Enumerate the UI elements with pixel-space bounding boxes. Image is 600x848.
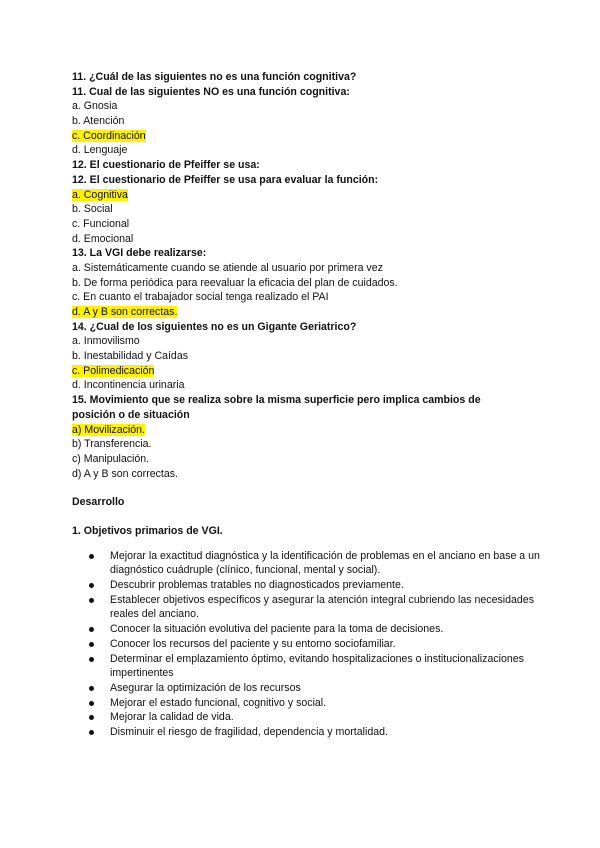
answer-option: b) Transferencia. bbox=[72, 438, 152, 451]
question-heading: 15. Movimiento que se realiza sobre la misma superficie pero implica cambios de bbox=[72, 394, 481, 407]
question-block bbox=[72, 246, 532, 319]
highlighted-answer: c. Coordinación bbox=[72, 129, 146, 142]
answer-option: d. Incontinencia urinaria bbox=[72, 379, 185, 392]
question-heading: 12. El cuestionario de Pfeiffer se usa: bbox=[72, 159, 260, 172]
section-title: Desarrollo bbox=[72, 496, 125, 509]
list-item: Mejorar la exactitud diagnóstica y la identificación de problemas en el anciano en base a un diagnóstico cuádruple (clínico, funcional, mental y social). bbox=[72, 549, 550, 578]
list-item: Conocer la situación evolutiva del paciente para la toma de decisiones. bbox=[72, 622, 550, 637]
answer-option: d. Lenguaje bbox=[72, 144, 128, 157]
list-item: Determinar el emplazamiento óptimo, evitando hospitalizaciones o institucionalizaciones impertinentes bbox=[72, 652, 550, 681]
answer-option-correct bbox=[72, 423, 532, 438]
question-heading: 14. ¿Cual de los siguientes no es un Gigante Geriatrico? bbox=[72, 320, 357, 333]
list-item: Conocer los recursos del paciente y su entorno sociofamiliar. bbox=[72, 637, 550, 652]
question-heading: 13. La VGI debe realizarse: bbox=[72, 247, 207, 260]
answer-option-correct bbox=[72, 364, 532, 379]
question-heading: 11. ¿Cuál de las siguientes no es una función cognitiva? bbox=[72, 71, 357, 83]
list-item: Establecer objetivos específicos y asegurar la atención integral cubriendo las necesidades reales del anciano. bbox=[72, 593, 550, 622]
list-item: Asegurar la optimización de los recursos bbox=[72, 681, 550, 696]
question-heading: 11. Cual de las siguientes NO es una función cognitiva: bbox=[72, 85, 350, 98]
answer-option-correct bbox=[72, 129, 532, 144]
document-content bbox=[72, 70, 540, 740]
objectives-list bbox=[72, 549, 540, 740]
answer-option: d. Emocional bbox=[72, 232, 134, 245]
highlighted-answer: a) Movilización. bbox=[72, 423, 146, 436]
question-heading: posición o de situación bbox=[72, 408, 190, 421]
highlighted-answer: d. A y B son correctas. bbox=[72, 306, 178, 318]
answer-option-correct bbox=[72, 188, 532, 203]
list-item: Mejorar la calidad de vida. bbox=[72, 710, 550, 725]
answer-option: b. Inestabilidad y Caídas bbox=[72, 350, 189, 363]
list-item: Disminuir el riesgo de fragilidad, dependencia y mortalidad. bbox=[72, 725, 550, 740]
answer-option: b. Social bbox=[72, 203, 113, 216]
question-heading: 12. El cuestionario de Pfeiffer se usa para evaluar la función: bbox=[72, 173, 379, 186]
answer-option: d) A y B son correctas. bbox=[72, 467, 178, 480]
question-block bbox=[72, 158, 532, 246]
answer-option: a. Gnosia bbox=[72, 100, 118, 113]
answer-option: a. Sistemáticamente cuando se atiende al usuario por primera vez bbox=[72, 261, 383, 274]
subsection-title: 1. Objetivos primarios de VGI. bbox=[72, 524, 223, 537]
answer-option: c. Funcional bbox=[72, 217, 130, 230]
list-item: Descubrir problemas tratables no diagnosticados previamente. bbox=[72, 578, 550, 593]
answer-option: a. Inmovilismo bbox=[72, 335, 140, 348]
highlighted-answer: c. Polimedicación bbox=[72, 364, 155, 377]
question-block bbox=[72, 393, 532, 481]
answer-option-correct bbox=[72, 305, 532, 320]
list-item: Mejorar el estado funcional, cognitivo y social. bbox=[72, 696, 550, 711]
answer-option: c) Manipulación. bbox=[72, 452, 150, 465]
answer-option: b. De forma periódica para reevaluar la eficacia del plan de cuidados. bbox=[72, 276, 398, 289]
highlighted-answer: a. Cognitiva bbox=[72, 188, 128, 201]
answer-option: b. Atención bbox=[72, 115, 125, 128]
answer-option: c. En cuanto el trabajador social tenga realizado el PAI bbox=[72, 291, 329, 304]
question-block bbox=[72, 320, 532, 393]
question-block bbox=[72, 70, 532, 158]
